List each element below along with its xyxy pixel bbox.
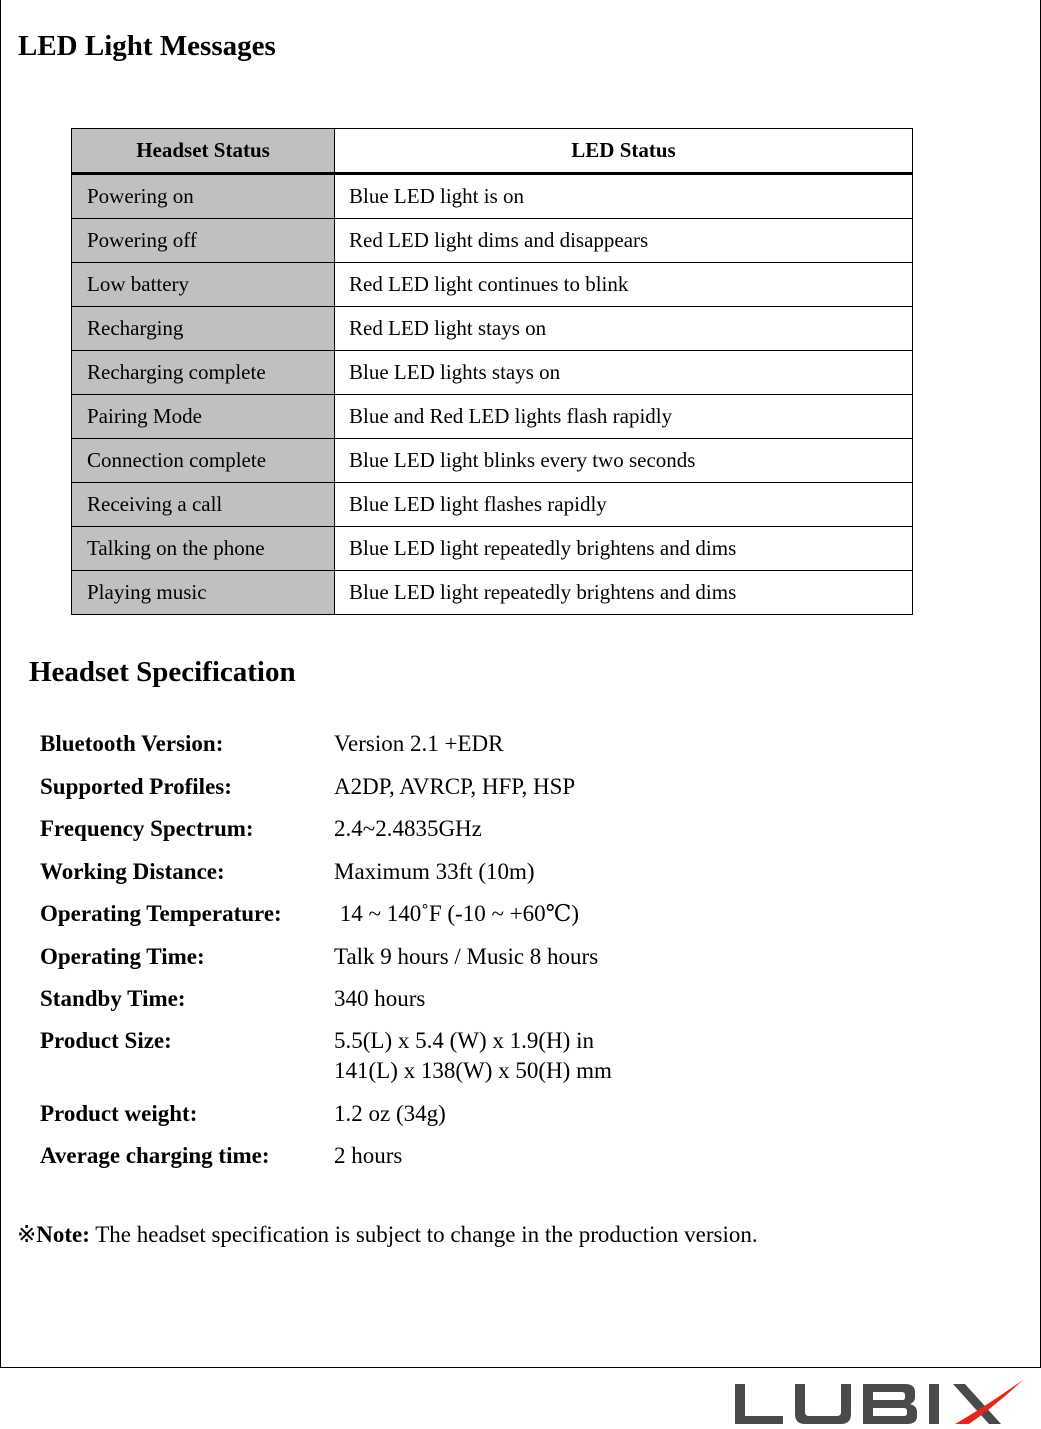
spec-section-title: Headset Specification bbox=[29, 656, 296, 688]
headset-status-cell: Receiving a call bbox=[72, 483, 335, 527]
headset-status-cell: Pairing Mode bbox=[72, 395, 335, 439]
logo-letter-i bbox=[929, 1384, 939, 1424]
table-row bbox=[72, 483, 913, 527]
headset-status-cell: Low battery bbox=[72, 263, 335, 307]
headset-status-cell: Powering on bbox=[72, 174, 335, 219]
headset-status-cell: Playing music bbox=[72, 571, 335, 615]
headset-status-cell: Powering off bbox=[72, 219, 335, 263]
note-text: The headset specification is subject to change in the production version. bbox=[89, 1222, 758, 1247]
led-status-cell: Blue and Red LED lights flash rapidly bbox=[335, 395, 913, 439]
spec-label: Operating Temperature: bbox=[40, 901, 282, 926]
spec-value: 1.2 oz (34g) bbox=[334, 1101, 446, 1126]
led-status-cell: Blue LED light repeatedly brightens and dims bbox=[335, 527, 913, 571]
table-header-row bbox=[72, 129, 913, 174]
table-row bbox=[72, 571, 913, 615]
spec-label: Standby Time: bbox=[40, 986, 186, 1011]
header-headset-status: Headset Status bbox=[72, 129, 335, 174]
led-status-cell: Red LED light dims and disappears bbox=[335, 219, 913, 263]
table-row bbox=[72, 307, 913, 351]
led-status-cell: Blue LED light blinks every two seconds bbox=[335, 439, 913, 483]
spec-label: Product Size: bbox=[40, 1028, 172, 1053]
headset-status-cell: Connection complete bbox=[72, 439, 335, 483]
led-status-cell: Red LED light stays on bbox=[335, 307, 913, 351]
table-row bbox=[72, 219, 913, 263]
led-status-cell: Red LED light continues to blink bbox=[335, 263, 913, 307]
spec-label: Working Distance: bbox=[40, 859, 225, 884]
spec-value: Maximum 33ft (10m) bbox=[334, 859, 535, 884]
spec-label: Supported Profiles: bbox=[40, 774, 232, 799]
logo-letter-u bbox=[795, 1384, 851, 1424]
led-status-cell: Blue LED light is on bbox=[335, 174, 913, 219]
table-row bbox=[72, 174, 913, 219]
led-section-title: LED Light Messages bbox=[18, 30, 276, 62]
spec-value: 5.5(L) x 5.4 (W) x 1.9(H) in bbox=[334, 1028, 594, 1053]
table-row bbox=[72, 351, 913, 395]
spec-label: Bluetooth Version: bbox=[40, 731, 224, 756]
led-status-cell: Blue LED light repeatedly brightens and dims bbox=[335, 571, 913, 615]
note-label: Note: bbox=[36, 1222, 90, 1247]
spec-value: 340 hours bbox=[334, 986, 426, 1011]
table-row bbox=[72, 527, 913, 571]
spec-value: A2DP, AVRCP, HFP, HSP bbox=[334, 774, 576, 799]
spec-label: Average charging time: bbox=[40, 1143, 270, 1168]
spec-value: Talk 9 hours / Music 8 hours bbox=[334, 944, 599, 969]
logo-letter-b bbox=[863, 1384, 917, 1424]
lubix-logo bbox=[733, 1378, 1028, 1428]
table-row bbox=[72, 263, 913, 307]
spec-value: 14 ~ 140˚F (-10 ~ +60℃) bbox=[334, 901, 580, 926]
logo-letter-l bbox=[735, 1384, 783, 1424]
spec-label: Operating Time: bbox=[40, 944, 205, 969]
table-row bbox=[72, 395, 913, 439]
table-row bbox=[72, 439, 913, 483]
headset-status-cell: Recharging bbox=[72, 307, 335, 351]
spec-label: Frequency Spectrum: bbox=[40, 816, 254, 841]
headset-status-cell: Recharging complete bbox=[72, 351, 335, 395]
spec-value: 2.4~2.4835GHz bbox=[334, 816, 482, 841]
reference-mark-icon: ※ bbox=[17, 1222, 37, 1247]
led-status-cell: Blue LED light flashes rapidly bbox=[335, 483, 913, 527]
headset-status-cell: Talking on the phone bbox=[72, 527, 335, 571]
note-paragraph bbox=[17, 1222, 758, 1248]
spec-value-secondary: 141(L) x 138(W) x 50(H) mm bbox=[334, 1058, 612, 1083]
spec-value: 2 hours bbox=[334, 1143, 403, 1168]
spec-value: Version 2.1 +EDR bbox=[334, 731, 504, 756]
led-status-table bbox=[71, 128, 913, 615]
led-status-cell: Blue LED lights stays on bbox=[335, 351, 913, 395]
header-led-status: LED Status bbox=[335, 129, 913, 174]
spec-label: Product weight: bbox=[40, 1101, 198, 1126]
